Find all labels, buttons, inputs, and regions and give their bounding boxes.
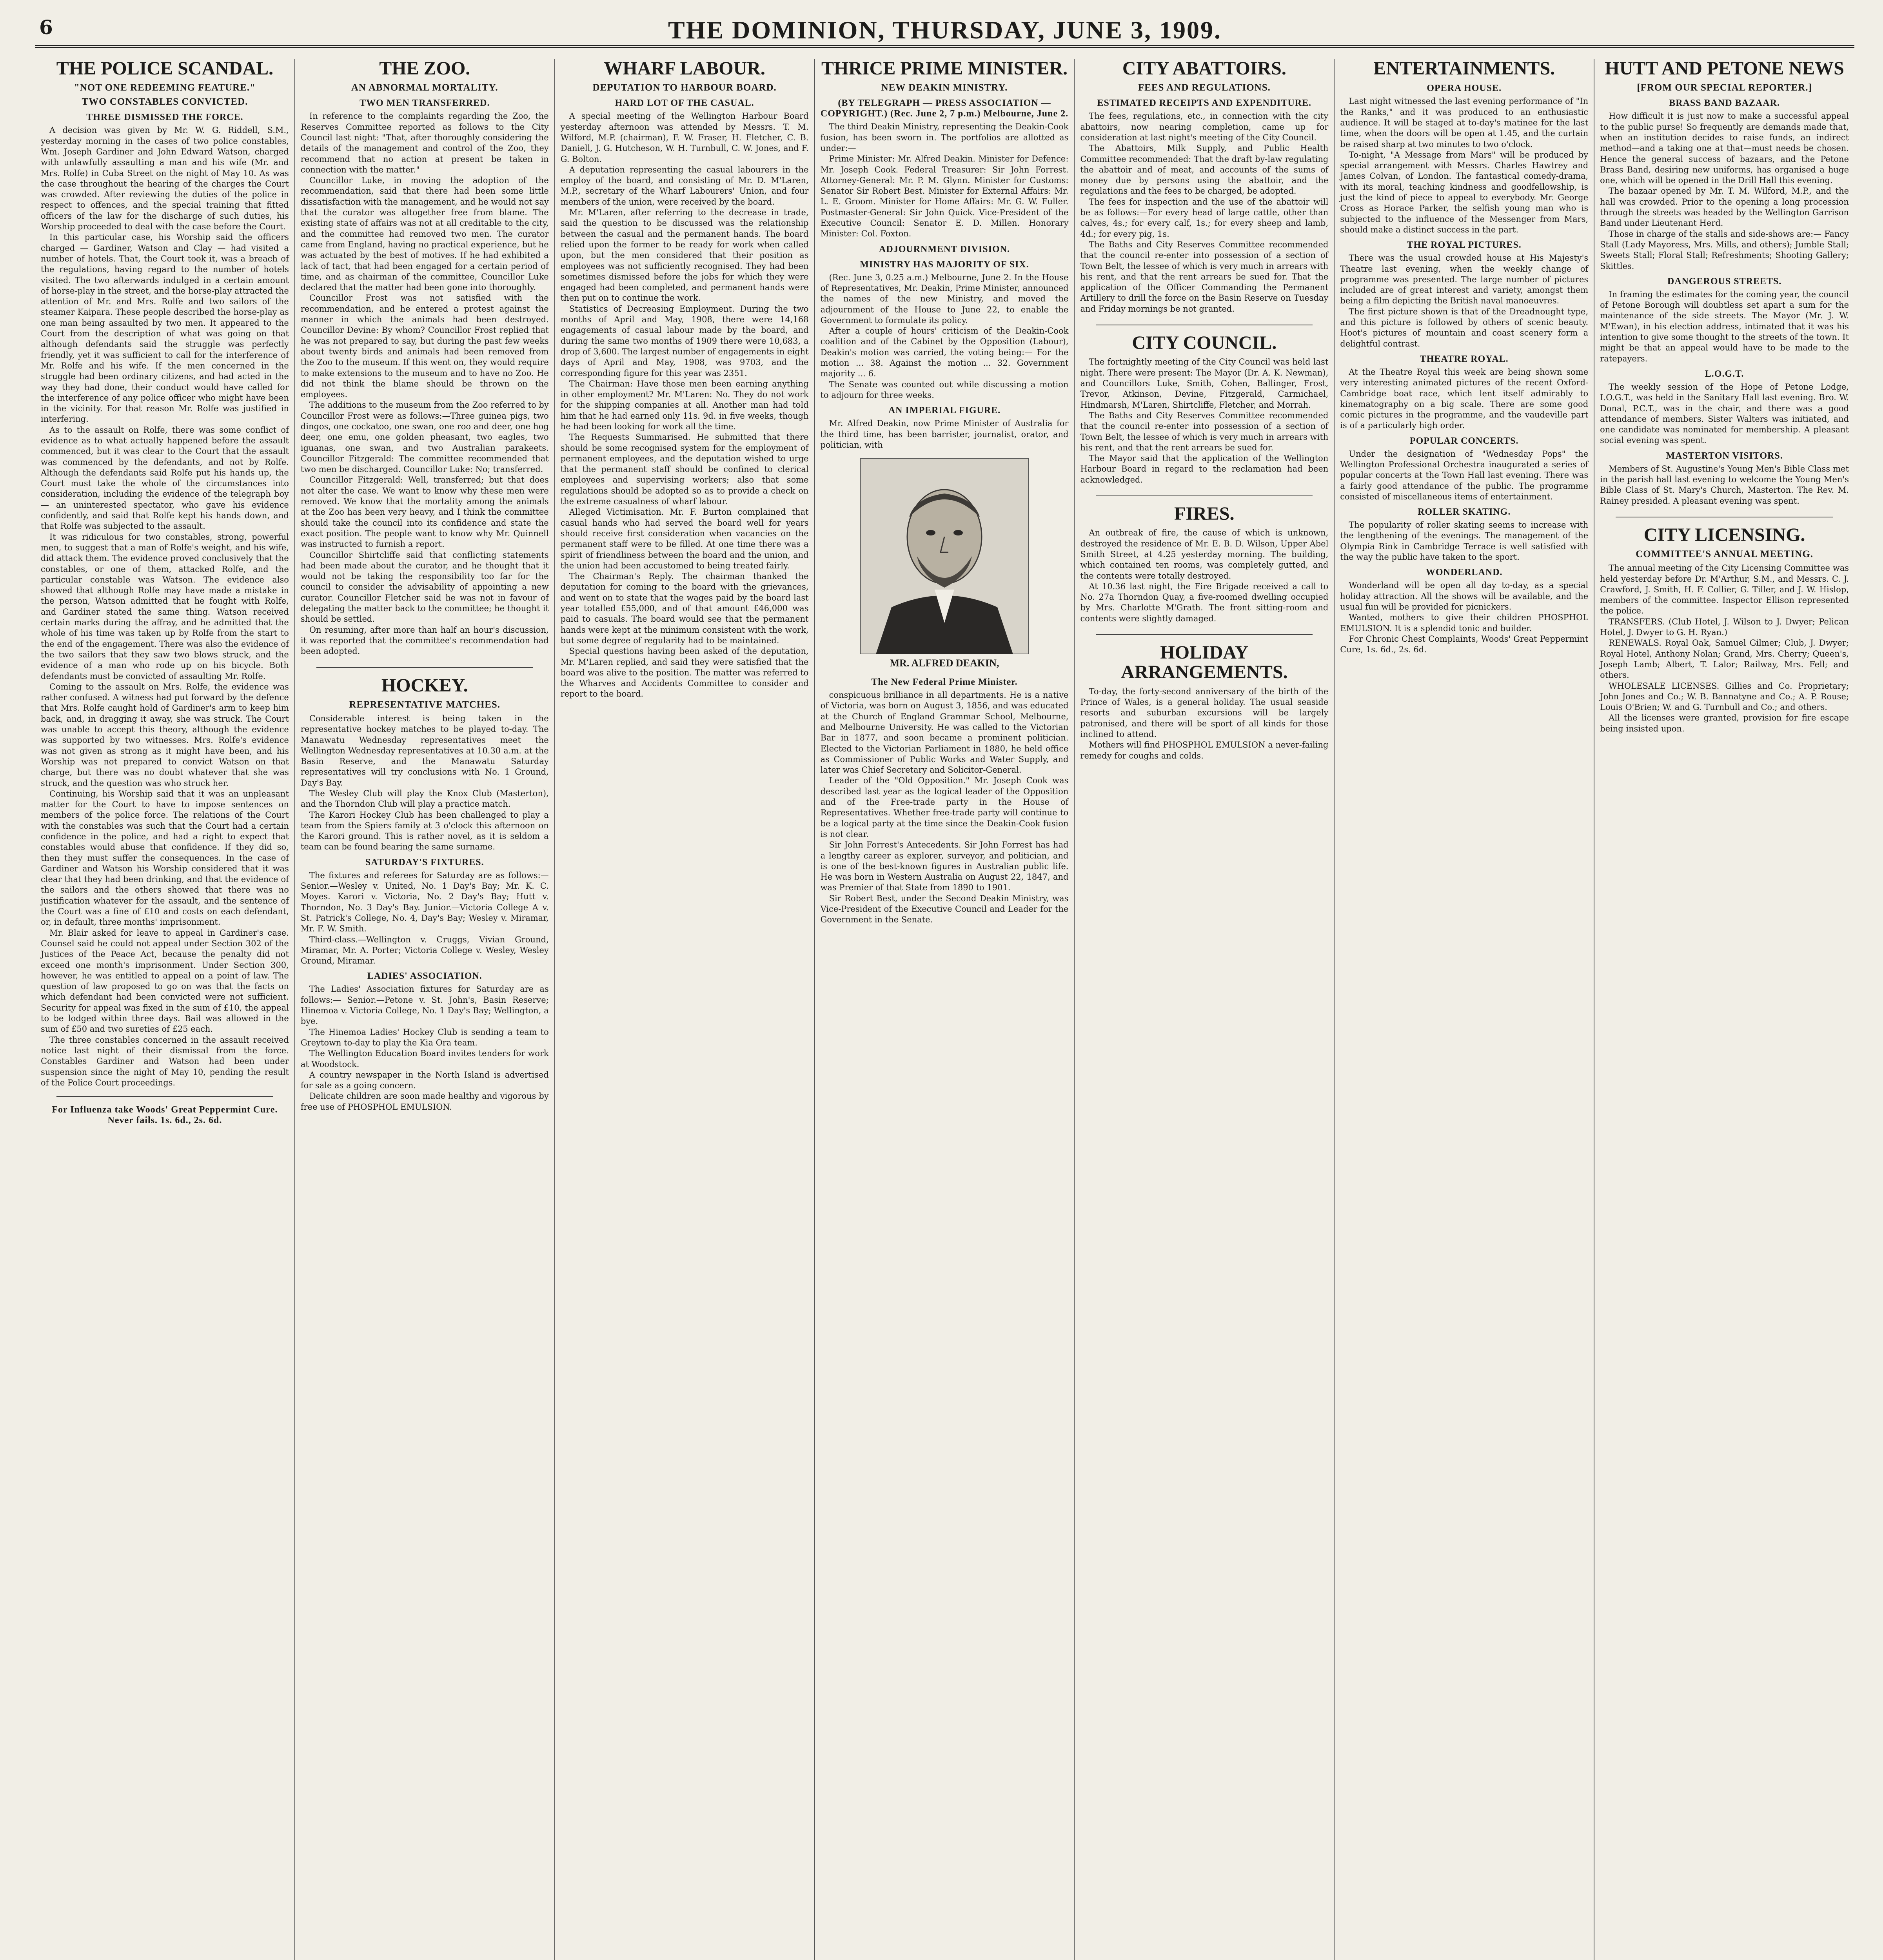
paragraph: Councillor Luke, in moving the adoption of the recommendation, said that there had been some little dissatisfaction with the management, and he would not say that the curator was altogether free from blame. The existing state of affairs was not at all creditable to the city, and the committee had removed two men. The curator came from England, having no practical experience, but he was actuated by the best of motives. If he had exhibited a lack of tact, that had been engaged for a certain period of time, and as chairman of the committee, Councillor Luke declared that the matter had been gone into thoroughly. xyxy=(300,176,549,292)
headline: THE POLICE SCANDAL. xyxy=(56,59,274,79)
paragraph: An outbreak of fire, the cause of which is unknown, destroyed the residence of Mr. E. B. D. Wilson, Upper Abel Smith Street, at 4.25 yesterday morning. The building, which contained ten rooms, was completely gutted, and the contents were totally destroyed. xyxy=(1080,528,1329,581)
column-wharf-labour xyxy=(555,59,815,1960)
article-fires xyxy=(1080,504,1328,624)
newspaper-columns xyxy=(35,59,1854,1960)
section-heading: BRASS BAND BAZAAR. xyxy=(1669,98,1780,109)
paragraph: The Wellington Education Board invites tenders for work at Woodstock. xyxy=(300,1049,549,1069)
paragraph: Continuing, his Worship said that it was an unpleasant matter for the Court to have to impose sentences on members of the police force. The relations of the Court with the constables was such that the Court had a certain confidence in the police, and had a right to expect that constables would abuse that confidence. If they did so, then they must suffer the consequences. In the case of Gardiner and Watson his Worship considered that it was clear that they had been drinking, and that the evidence of the sailors and the others showed that there was no justification whatever for the assault, and the sentence of the Court was a fine of £10 and costs on each defendant, or, in default, three months' imprisonment. xyxy=(41,789,289,927)
divider xyxy=(316,667,533,668)
paragraph: The three constables concerned in the assault received notice last night of their dismissal from the force. Constables Gardiner and Watson had been under suspension since the night of May 10, pending the result of the Police Court proceedings. xyxy=(41,1035,289,1087)
paragraph: The additions to the museum from the Zoo referred to by Councillor Frost were as follows:—Three guinea pigs, two dingos, one cockatoo, one swan, one roo and deer, one hog deer, one emu, one golden pheasant, two eagles, two iguanas, one swan, and two Australian parakeets. Councillor Fitzgerald: The committee recommended that two men be discharged. Councillor Luke: No; transferred. xyxy=(300,400,549,474)
masthead xyxy=(35,16,1854,48)
headline: CITY ABATTOIRS. xyxy=(1122,59,1286,79)
paragraph: The fees for inspection and the use of the abattoir will be as follows:—For every head of large cattle, other than calves, 4s.; for every calf, 1s.; for every sheep and lamb, 4d.; for every pig, 1s. xyxy=(1080,197,1329,239)
paragraph: The Karori Hockey Club has been challenged to play a team from the Spiers family at 3 o'clock this afternoon on the Karori ground. This is rather novel, as it is seldom a team can be found bearing the same surname. xyxy=(300,810,549,852)
section-heading: OPERA HOUSE. xyxy=(1427,83,1502,94)
article-hutt-petone-news xyxy=(1600,59,1849,506)
article-hockey xyxy=(301,676,549,1112)
divider xyxy=(56,1096,273,1097)
paragraph: The first picture shown is that of the Dreadnought type, and this picture is followed by others of scenic beauty. Hoot's pictures of mountain and coast scenery form a delightful contrast. xyxy=(1340,307,1589,348)
section-heading: WONDERLAND. xyxy=(1425,567,1503,578)
paragraph: On resuming, after more than half an hour's discussion, it was reported that the committee's recommendation had been adopted. xyxy=(300,625,549,656)
subheadline: MINISTRY HAS MAJORITY OF SIX. xyxy=(860,259,1029,270)
paragraph: The Chairman's Reply. The chairman thanked the deputation for coming to the board with the grievances, and went on to state that the wages paid by the board last year totalled £55,000, and of that amount £46,000 was paid to casuals. The board would see that the permanent hands were kept at the minimum consistent with the work, but some degree of regularity had to be maintained. xyxy=(560,572,809,645)
paragraph: Sir John Forrest's Antecedents. Sir John Forrest has had a lengthy career as explorer, surveyor, and politician, and is one of the best-known figures in Australian public life. He was born in Western Australia on August 22, 1847, and was Premier of that State from 1890 to 1901. xyxy=(820,840,1069,893)
paragraph: Councillor Fitzgerald: Well, transferred; but that does not alter the case. We want to know why these men were removed. We know that the mortality among the animals at the Zoo has been very heavy, and I think the committee should take the council into its confidence and state the exact position. The people want to know why Mr. Quinnell was instructed to furnish a report. xyxy=(300,475,549,549)
paragraph: RENEWALS. Royal Oak, Samuel Gilmer; Club, J. Dwyer; Royal Hotel, Anthony Nolan; Grand, Mrs. Cherry; Queen's, Joseph Lamb; Albert, T. Lalor; Railway, Mrs. Fell; and others. xyxy=(1600,638,1849,680)
article-zoo xyxy=(301,59,549,657)
subheadline: "NOT ONE REDEEMING FEATURE." xyxy=(74,82,256,93)
paragraph: Wonderland will be open all day to-day, as a special holiday attraction. All the shows will be available, and the usual fun will be provided for picnickers. xyxy=(1340,581,1589,612)
paragraph: There was the usual crowded house at His Majesty's Theatre last evening, when the weekly change of programme was presented. The large number of pictures included are of great interest and variety, amongst them being a film depicting the British naval manoeuvres. xyxy=(1340,253,1589,306)
section-heading: LADIES' ASSOCIATION. xyxy=(367,971,482,982)
paragraph: The Mayor said that the application of the Wellington Harbour Board in regard to the reclamation had been acknowledged. xyxy=(1080,454,1329,485)
paragraph: In framing the estimates for the coming year, the council of Petone Borough will doubtless set apart a sum for the maintenance of the side streets. The Mayor (Mr. J. W. M'Ewan), in his election address, intimated that it was his intention to give some thought to the streets of the town. It might be that an appeal would have to be made to the ratepayers. xyxy=(1600,289,1849,363)
column-entertainments xyxy=(1335,59,1594,1960)
paragraph: Members of St. Augustine's Young Men's Bible Class met in the parish hall last evening to welcome the Young Men's Bible Class of St. Mary's Church, Masterton. The Rev. M. Rainey presided. A pleasant evening was spent. xyxy=(1600,464,1849,506)
headline: CITY LICENSING. xyxy=(1643,524,1805,545)
paragraph: In reference to the complaints regarding the Zoo, the Reserves Committee reported as follows to the City Council last night: "That, after thoroughly considering the details of the management and control of the Zoo, they recommend that no action at present be taken in connection with the matter." xyxy=(300,111,549,174)
advertisement: Wanted, mothers to give their children PHOSPHOL EMULSION. It is a splendid tonic and builder. xyxy=(1340,613,1589,633)
paragraph: The Requests Summarised. He submitted that there should be some recognised system for the employment of permanent employees, and the deputation wished to urge that the permanent staff should be confined to clerical employees and supervising workers; also that some regulations should be adopted so as to provide a check on the extreme casualness of wharf labour. xyxy=(560,432,809,506)
subheadline: THREE DISMISSED THE FORCE. xyxy=(86,112,243,123)
paragraph: Those in charge of the stalls and side-shows are:— Fancy Stall (Lady Mayoress, Mrs. Mills, and others); Jumble Stall; Sweets Stall; Floral Stall; Refreshments; Shooting Gallery; Skittles. xyxy=(1600,229,1849,271)
paragraph: A deputation representing the casual labourers in the employ of the board, and consisting of Mr. D. M'Laren, M.P., secretary of the Wharf Labourers' Union, and four members of the union, were received by the board. xyxy=(560,165,809,207)
paragraph: The Ladies' Association fixtures for Saturday are as follows:— Senior.—Petone v. St. John's, Basin Reserve; Hinemoa v. Victoria College, No. 1 Day's Bay; Wellington, a bye. xyxy=(300,984,549,1026)
divider xyxy=(1096,634,1313,635)
paragraph: Prime Minister: Mr. Alfred Deakin. Minister for Defence: Mr. Joseph Cook. Federal Treasurer: Sir John Forrest. Attorney-General: Mr. P. M. Glynn. Minister for Customs: Senator Sir Robert Best. Minister for External Affairs: Mr. L. E. Groom. Minister for Home Affairs: Mr. G. W. Fuller. Postmaster-General: Sir John Quick. Vice-President of the Executive Council: Senator E. D. Millen. Honorary Minister: Col. Foxton. xyxy=(820,154,1069,239)
subheadline: FEES AND REGULATIONS. xyxy=(1138,82,1271,93)
advertisement: For Influenza take Woods' Great Peppermint Cure. Never fails. 1s. 6d., 2s. 6d. xyxy=(52,1105,278,1126)
paragraph: Mr. Alfred Deakin, now Prime Minister of Australia for the third time, has been barrister, journalist, orator, and politician, with xyxy=(820,419,1069,450)
paragraph: All the licenses were granted, provision for fire escape being insisted upon. xyxy=(1600,713,1849,733)
paragraph: As to the assault on Rolfe, there was some conflict of evidence as to what actually happened before the assault commenced, but it was clear to the Court that the assault was commenced by the defendants, and not by Rolfe. Although the defendants said Rolfe put his hands up, the Court must take the whole of the circumstances into consideration, including the evidence of the telegraph boy — an uninterested spectator, who gave his evidence confidently, and said that Rolfe kept his hands down, and that Rolfe was subjected to the assault. xyxy=(41,425,289,531)
subheadline: HARD LOT OF THE CASUAL. xyxy=(615,98,754,109)
portrait-caption: MR. ALFRED DEAKIN, xyxy=(890,657,999,669)
advertisement: Delicate children are soon made healthy and vigorous by free use of PHOSPHOL EMULSION. xyxy=(300,1091,549,1112)
article-holiday-arrangements xyxy=(1080,643,1328,761)
paragraph: Councillor Shirtcliffe said that conflicting statements had been made about the curator, and he thought that it would not be taking the responsibility too far for the council to consider the advisability of appointing a new curator. Councillor Fletcher said he was not in favour of delegating the matter back to the committee; he thought it should be settled. xyxy=(300,550,549,624)
paragraph: It was ridiculous for two constables, strong, powerful men, to suggest that a man of Rolfe's weight, and his wife, did attack them. The evidence proved conclusively that the constables, or one of them, attacked Rolfe, and the particular constable was Watson. The evidence also showed that although Rolfe may have made a mistake in the person, Watson admitted that he fought with Rolfe, and Gardiner stated the same thing. Watson received certain marks during the affray, and he admitted that the whole of his time was taken up by Rolfe from the start to the end of the engagement. There was also the evidence of the two sailors that they saw two blows struck, and the evidence of a man who rode up on his bicycle. Both defendants must be convicted of assaulting Mr. Rolfe. xyxy=(41,532,289,681)
divider xyxy=(1096,495,1313,496)
subheadline: NEW DEAKIN MINISTRY. xyxy=(881,82,1008,93)
article-city-council xyxy=(1080,333,1328,485)
subheadline: DEPUTATION TO HARBOUR BOARD. xyxy=(592,82,777,93)
paragraph: The Baths and City Reserves Committee recommended that the council re-enter into possession of a section of Town Belt, the lessee of which is very much in arrears with his rent, and that the rent arrears be sued for. That the application of the Officer Commanding the Permanent Artillery to drill the force on the Basin Reserve on Tuesday and Friday mornings be not granted. xyxy=(1080,240,1329,314)
paragraph: To-day, the forty-second anniversary of the birth of the Prince of Wales, is a general holiday. The usual seaside resorts and suburban excursions will be largely patronised, and there will be sport of all kinds for those inclined to attend. xyxy=(1080,686,1329,739)
paragraph: The bazaar opened by Mr. T. M. Wilford, M.P., and the hall was crowded. Prior to the opening a long procession through the streets was headed by the Wellington Garrison Band under Lieutenant Herd. xyxy=(1600,186,1849,228)
paragraph: Leader of the "Old Opposition." Mr. Joseph Cook was described last year as the logical leader of the Opposition and of the Free-trade party in the House of Representatives. Whether free-trade party will continue to be a logical party at the time since the Deakin-Cook fusion is not clear. xyxy=(820,776,1069,839)
article-city-abattoirs xyxy=(1080,59,1328,314)
paragraph: Mr. Blair asked for leave to appeal in Gardiner's case. Counsel said he could not appeal under Section 302 of the Justices of the Peace Act, because the penalty did not exceed one month's imprisonment. Under Section 300, however, he was entitled to appeal on a point of law. The question of law proposed to go on was that the facts on which defendant had been convicted were not sufficient. Security for appeal was fixed in the sum of £10, the appeal to be lodged within three days. Bail was allowed in the sum of £50 and two sureties of £25 each. xyxy=(41,928,289,1034)
headline: CITY COUNCIL. xyxy=(1132,332,1277,354)
paragraph: (Rec. June 3, 0.25 a.m.) Melbourne, June 2. In the House of Representatives, Mr. Deakin, Prime Minister, announced the names of the new Ministry, and moved the adjournment of the House to June 22, to enable the Government to formulate its policy. xyxy=(820,272,1069,325)
paragraph: The Senate was counted out while discussing a motion to adjourn for three weeks. xyxy=(820,379,1069,400)
subheadline: AN ABNORMAL MORTALITY. xyxy=(351,82,498,93)
section-heading: SATURDAY'S FIXTURES. xyxy=(365,857,484,867)
paragraph: To-night, "A Message from Mars" will be produced by special arrangement with Messrs. Charles Hawtrey and James Colvan, of London. The fantastical comedy-drama, with its moral, teaching kindness and goodfellowship, is just the kind of piece to appeal to everybody. Mr. George Cross as Horace Parker, the selfish young man who is subjected to the influence of the Messenger from Mars, should make a distinct success in the part. xyxy=(1340,150,1589,234)
headline: HOCKEY. xyxy=(381,675,468,696)
paragraph: The weekly session of the Hope of Petone Lodge, I.O.G.T., was held in the Sanitary Hall last evening. Bro. W. Donal, P.C.T., was in the chair, and there was a good attendance of members. Sister Walters was initiated, and one candidate was nominated for membership. A pleasant social evening was spent. xyxy=(1600,382,1849,445)
subheadline: COMMITTEE'S ANNUAL MEETING. xyxy=(1636,549,1813,560)
headline: ENTERTAINMENTS. xyxy=(1373,59,1555,79)
column-hutt-petone xyxy=(1594,59,1854,1960)
article-wharf-labour xyxy=(561,59,809,700)
paragraph: Last night witnessed the last evening performance of "In the Ranks," and it was produced to an enthusiastic audience. It will be staged at to-day's matinee for the last time, when the doors will be open at 1.45, and the curtain be raised sharp at two minutes to two o'clock. xyxy=(1340,96,1589,149)
paragraph: The fortnightly meeting of the City Council was held last night. There were present: The Mayor (Dr. A. K. Newman), and Councillors Luke, Smith, Cohen, Ballinger, Frost, Trevor, Atkinson, Devine, Fitzgerald, Carmichael, Hindmarsh, M'Laren, Shirtcliffe, Fletcher, and Morrah. xyxy=(1080,357,1329,410)
paragraph: The Wesley Club will play the Knox Club (Masterton), and the Thorndon Club will play a practice match. xyxy=(300,789,549,809)
section-heading: ADJOURNMENT DIVISION. xyxy=(879,244,1010,254)
column-zoo-hockey xyxy=(295,59,555,1960)
paragraph: Coming to the assault on Mrs. Rolfe, the evidence was rather confused. A witness had put forward by the defence that Mrs. Rolfe caught hold of Gardiner's arm to keep him back, and, in dragging it away, she was struck. The Court was unable to accept this theory, although the evidence was supported by two witnesses. Mrs. Rolfe's evidence was not given as strong as it might have been, and his Worship was not prepared to convict Watson on that charge, but there was no doubt whatever that she was struck, and the question was who struck her. xyxy=(41,682,289,788)
paragraph: The Abattoirs, Milk Supply, and Public Health Committee recommended: That the draft by-law regulating the abattoir and of meat, and accounts of the sums of money due by persons using the abattoir, and the regulations and the fees to be charged, be adopted. xyxy=(1080,143,1329,196)
subheadline: [FROM OUR SPECIAL REPORTER.] xyxy=(1637,82,1812,93)
paragraph: The Chairman: Have those men been earning anything in other employment? Mr. M'Laren: No. They do not work for the shipping companies at all. Another man had told him that he had earned only 11s. 9d. in five weeks, though he had been looking for work all the time. xyxy=(560,379,809,431)
paragraph: How difficult it is just now to make a successful appeal to the public purse! So frequently are demands made that, when an institution decides to raise funds, an indirect method—and a taking one at that—must needs be chosen. Hence the general success of bazaars, and the Petone Brass Band, desiring new uniforms, has organised a huge one, which will be opened in the Drill Hall this evening. xyxy=(1600,111,1849,185)
headline: THE ZOO. xyxy=(379,59,470,79)
paragraph: The fees, regulations, etc., in connection with the city abattoirs, now nearing completion, came up for consideration at last night's meeting of the City Council. xyxy=(1080,111,1329,142)
headline: FIRES. xyxy=(1174,503,1235,524)
paragraph: Third-class.—Wellington v. Cruggs, Vivian Ground, Miramar, Mr. A. Porter; Victoria College v. Wesley, Wesley Ground, Miramar. xyxy=(300,935,549,966)
section-heading: ROLLER SKATING. xyxy=(1418,507,1511,517)
portrait-figure xyxy=(821,458,1069,654)
article-city-licensing xyxy=(1600,525,1849,734)
section-heading: AN IMPERIAL FIGURE. xyxy=(888,405,1001,416)
dateline: (BY TELEGRAPH — PRESS ASSOCIATION — COPYRIGHT.) (Rec. June 2, 7 p.m.) Melbourne, June 2. xyxy=(820,98,1069,119)
advertisement: For Chronic Chest Complaints, Woods' Great Peppermint Cure, 1s. 6d., 2s. 6d. xyxy=(1340,634,1589,655)
column-prime-minister xyxy=(815,59,1075,1960)
paragraph: Sir Robert Best, under the Second Deakin Ministry, was Vice-President of the Executive Council and Leader for the Government in the Senate. xyxy=(820,893,1069,925)
paragraph: Considerable interest is being taken in the representative hockey matches to be played to-day. The Manawatu Wednesday representatives meet the Wellington Wednesday representatives at 10.30 a.m. at the Basin Reserve, and the Manawatu Saturday representatives will try conclusions with No. 1 Ground, Day's Bay. xyxy=(300,713,549,788)
column-city-abattoirs xyxy=(1075,59,1335,1960)
section-heading: MASTERTON VISITORS. xyxy=(1666,450,1783,461)
page-number: 6 xyxy=(39,16,53,39)
article-prime-minister xyxy=(821,59,1069,926)
article-police-scandal xyxy=(41,59,289,1126)
headline: THRICE PRIME MINISTER. xyxy=(821,59,1068,79)
section-heading: DANGEROUS STREETS. xyxy=(1667,276,1782,287)
paragraph: After a couple of hours' criticism of the Deakin-Cook coalition and of the Cabinet by the Opposition (Labour), Deakin's motion was carried, the voting being:— For the motion ... 38. Against the motion ... 32. Government majority ... 6. xyxy=(820,326,1069,379)
headline: HOLIDAY ARRANGEMENTS. xyxy=(1121,642,1288,683)
paragraph: Under the designation of "Wednesday Pops" the Wellington Professional Orchestra inaugurated a series of popular concerts at the Town Hall last evening. There was a fairly good attendance of the public. The programme consisted of miscellaneous items of entertainment. xyxy=(1340,449,1589,501)
article-entertainments xyxy=(1340,59,1588,655)
headline: HUTT AND PETONE NEWS xyxy=(1605,59,1844,79)
subheadline: ESTIMATED RECEIPTS AND EXPENDITURE. xyxy=(1097,98,1312,109)
paragraph: The fixtures and referees for Saturday are as follows:— Senior.—Wesley v. United, No. 1 Day's Bay; Mr. K. C. Moyes. Karori v. Victoria, No. 2 Day's Bay; Hutt v. Thorndon, No. 3 Day's Bay. Junior.—Victoria College A v. St. Patrick's College, No. 4, Day's Bay; Wesley v. Miramar, Mr. F. W. Smith. xyxy=(300,870,549,934)
section-heading: THE ROYAL PICTURES. xyxy=(1407,240,1522,250)
deakin-portrait-illustration xyxy=(860,458,1029,654)
paragraph: Mr. M'Laren, after referring to the decrease in trade, said the question to be discussed was the relationship between the casual and the permanent hands. The board relied upon the former to be ready for work when called upon, but the men considered that their position as employees was not sufficiently recognised. They had been sometimes dismissed before the jobs for which they were engaged had been completed, and permanent hands were then put on to continue the work. xyxy=(560,208,809,303)
paragraph: The popularity of roller skating seems to increase with the lengthening of the evenings. The management of the Olympia Rink in Cambridge Terrace is well satisfied with the way the public have taken to the sport. xyxy=(1340,520,1589,562)
advertisement: Mothers will find PHOSPHOL EMULSION a never-failing remedy for coughs and colds. xyxy=(1080,740,1329,760)
paragraph: The third Deakin Ministry, representing the Deakin-Cook fusion, has been sworn in. The portfolios are allotted as under:— xyxy=(820,122,1069,153)
portrait-subcaption: The New Federal Prime Minister. xyxy=(871,677,1018,688)
paragraph: Alleged Victimisation. Mr. F. Burton complained that casual hands who had served the board well for years should receive first consideration when vacancies on the permanent staff were to be filled. At one time there was a spirit of friendliness between the board and the union, and the union had been accustomed to being treated fairly. xyxy=(560,507,809,570)
column-police-scandal xyxy=(35,59,295,1960)
paragraph: In this particular case, his Worship said the officers charged — Gardiner, Watson and Clay — had visited a number of hotels. That, the Court took it, was a breach of the regulations, having regard to the number of hotels visited. The two afterwards indulged in a certain amount of horse-play in the street, and the horse-play attracted the attention of Mr. and Mrs. Rolfe and two sailors of the steamer Kaipara. These people described the horse-play as one man being assaulted by two men. It appeared to the Court from the description of what was going on that although defendants said the struggle was perfectly friendly, yet it was sufficient to call for the interference of Mr. Rolfe and his wife. If the men concerned in the struggle had been ordinary citizens, and had acted in the way they had done, their conduct would have called for the interference of any police officer who might have been in the vicinity. For that reason Mr. Rolfe was justified in interfering. xyxy=(41,232,289,424)
newspaper-title: THE DOMINION, THURSDAY, JUNE 3, 1909. xyxy=(668,16,1222,44)
paragraph: TRANSFERS. (Club Hotel, J. Wilson to J. Dwyer; Pelican Hotel, J. Dwyer to G. H. Ryan.) xyxy=(1600,617,1849,637)
subheadline: TWO MEN TRANSFERRED. xyxy=(360,98,490,109)
paragraph: The annual meeting of the City Licensing Committee was held yesterday before Dr. M'Arthur, S.M., and Messrs. C. J. Crawford, J. Smith, H. F. Collier, G. Tiller, and J. W. Hislop, members of the committee. Inspector Ellison represented the police. xyxy=(1600,563,1849,616)
subheadline: REPRESENTATIVE MATCHES. xyxy=(349,699,501,710)
paragraph: A country newspaper in the North Island is advertised for sale as a going concern. xyxy=(300,1070,549,1091)
paragraph: A special meeting of the Wellington Harbour Board yesterday afternoon was attended by Messrs. T. M. Wilford, M.P. (chairman), F. W. Fraser, H. Fletcher, C. B. Daniell, J. G. Hutcheson, W. H. Turnbull, C. W. Jones, and F. G. Bolton. xyxy=(560,111,809,164)
paragraph: At the Theatre Royal this week are being shown some very interesting animated pictures of the recent Oxford-Cambridge boat race, which lent itself admirably to kinematography on a big scale. There are some good comic pictures in the programme, and the vaudeville part is of a particularly high order. xyxy=(1340,367,1589,430)
paragraph: The Hinemoa Ladies' Hockey Club is sending a team to Greytown to-day to play the Kia Ora team. xyxy=(300,1027,549,1047)
paragraph: Councillor Frost was not satisfied with the recommendation, and he entered a protest against the manner in which the animals had been destroyed. Councillor Devine: By whom? Councillor Frost replied that he was not prepared to say, but during the past few weeks about twenty birds and animals had been removed from the Zoo to the museum. If this went on, they would require to make extensions to the museum and to have no Zoo. He did not think the blame should be thrown on the employees. xyxy=(300,293,549,399)
section-heading: THEATRE ROYAL. xyxy=(1420,354,1509,364)
paragraph: Statistics of Decreasing Employment. During the two months of April and May, 1908, there were 14,168 engagements of casual labour made by the board, and during the same two months of 1909 there were 10,683, a drop of 3,600. The largest number of engagements in eight days of April and May, 1908, was 9703, and the corresponding figure for this year was 2351. xyxy=(560,304,809,378)
paragraph: The Baths and City Reserves Committee recommended that the council re-enter into possession of a section of Town Belt, the lessee of which is very much in arrears with his rent, and that the rent arrears be sued for. xyxy=(1080,410,1329,452)
subheadline: TWO CONSTABLES CONVICTED. xyxy=(82,96,248,107)
paragraph: conspicuous brilliance in all departments. He is a native of Victoria, was born on August 3, 1856, and was educated at the Church of England Grammar School, Melbourne, and Melbourne University. He was called to the Victorian Bar in 1877, and soon became a prominent politician. Elected to the Victorian Parliament in 1880, he held office as Commissioner of Public Works and Water Supply, and later was Chief Secretary and Solicitor-General. xyxy=(820,690,1069,775)
paragraph: A decision was given by Mr. W. G. Riddell, S.M., yesterday morning in the cases of two police constables, Wm. Joseph Gardiner and John Edward Watson, charged with unlawfully assaulting a man and his wife (Mr. and Mrs. Rolfe) in Cuba Street on the night of May 10. As was the case throughout the hearing of the charges the Court was crowded. After reviewing the duties of the police in respect to offences, and the special training that fitted officers of the law for the discharge of such duties, his Worship proceeded to deal with the case before the Court. xyxy=(41,125,289,232)
headline: WHARF LABOUR. xyxy=(604,59,765,79)
section-heading: L.O.G.T. xyxy=(1705,368,1744,379)
paragraph: At 10.36 last night, the Fire Brigade received a call to No. 27a Thorndon Quay, a five-roomed dwelling occupied by Mrs. Charlotte M'Grath. The front sitting-room and contents were slightly damaged. xyxy=(1080,581,1329,623)
paragraph: WHOLESALE LICENSES. Gillies and Co. Proprietary; John Jones and Co.; W. B. Bannatyne and Co.; A. P. Rouse; Louis O'Brien; W. and G. Turnbull and Co.; and others. xyxy=(1600,681,1849,712)
section-heading: POPULAR CONCERTS. xyxy=(1409,436,1519,446)
paragraph: Special questions having been asked of the deputation, Mr. M'Laren replied, and said they were satisfied that the board was alive to the position. The matter was referred to the Wharves and Accidents Committee to consider and report to the board. xyxy=(560,646,809,699)
